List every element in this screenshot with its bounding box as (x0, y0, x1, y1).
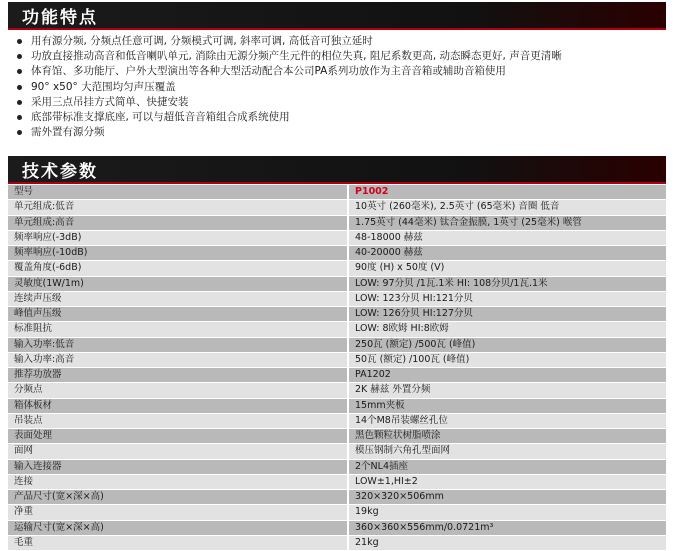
spec-label: 覆盖角度(-6dB) (8, 261, 348, 276)
spec-value: LOW±1,HI±2 (348, 474, 666, 489)
spec-row (8, 444, 666, 459)
spec-value: 19kg (348, 505, 666, 520)
spec-label: 净重 (8, 505, 348, 520)
spec-label: 输入连接器 (8, 459, 348, 474)
spec-label: 型号 (8, 185, 348, 200)
spec-value: LOW: 126分贝 HI:127分贝 (348, 307, 666, 322)
spec-value: 黑色颗粒状树脂喷涂 (348, 429, 666, 444)
spec-row (8, 246, 666, 261)
spec-label: 面网 (8, 444, 348, 459)
spec-row (8, 322, 666, 337)
spec-row (8, 261, 666, 276)
spec-label: 单元组成:低音 (8, 200, 348, 215)
spec-value: 2K 赫兹 外置分频 (348, 383, 666, 398)
spec-label: 单元组成:高音 (8, 215, 348, 230)
spec-value: LOW: 97分贝 /1瓦.1米 HI: 108分贝/1瓦.1米 (348, 276, 666, 291)
spec-row (8, 398, 666, 413)
spec-label: 频率响应(-10dB) (8, 246, 348, 261)
spec-value: LOW: 8欧姆 HI:8欧姆 (348, 322, 666, 337)
spec-label: 毛重 (8, 535, 348, 550)
spec-value: 40-20000 赫兹 (348, 246, 666, 261)
spec-label: 连续声压级 (8, 291, 348, 306)
spec-label: 产品尺寸(宽×深×高) (8, 490, 348, 505)
spec-row (8, 352, 666, 367)
spec-value: 1.75英寸 (44毫米) 钛合金振膜, 1英寸 (25毫米) 喉管 (348, 215, 666, 230)
spec-label: 连接 (8, 474, 348, 489)
spec-row (8, 276, 666, 291)
spec-row-model (8, 185, 666, 200)
spec-label: 频率响应(-3dB) (8, 230, 348, 245)
specs-table (8, 185, 666, 551)
spec-row (8, 413, 666, 428)
feature-item (14, 34, 664, 49)
spec-row (8, 337, 666, 352)
feature-text: 用有源分频, 分频点任意可调, 分频模式可调, 斜率可调, 高低音可独立延时 (31, 35, 373, 47)
spec-value: 48-18000 赫兹 (348, 230, 666, 245)
spec-value: LOW: 123分贝 HI:121分贝 (348, 291, 666, 306)
spec-value: 14个M8吊装螺丝孔位 (348, 413, 666, 428)
spec-label: 输入功率:低音 (8, 337, 348, 352)
spec-value: PA1202 (348, 368, 666, 383)
feature-text: 90° x50° 大范围均匀声压覆盖 (31, 80, 176, 93)
spec-value: 15mm夹板 (348, 398, 666, 413)
spec-label: 箱体板材 (8, 398, 348, 413)
spec-row (8, 230, 666, 245)
feature-text: 体育馆、多功能厅、户外大型演出等各种大型活动配合本公司PA系列功放作为主音音箱或辅助音箱使用 (31, 65, 506, 78)
feature-item (14, 110, 664, 125)
spec-value: 2个NL4插座 (348, 459, 666, 474)
spec-label: 吊装点 (8, 413, 348, 428)
feature-item (14, 125, 664, 140)
features-title: 功能特点 (22, 7, 98, 28)
features-list (14, 34, 664, 140)
spec-row (8, 215, 666, 230)
bullet-icon (17, 39, 22, 44)
spec-row (8, 307, 666, 322)
bullet-icon (17, 130, 22, 135)
spec-row (8, 429, 666, 444)
feature-text: 采用三点吊挂方式简单、快捷安装 (31, 95, 189, 108)
bullet-icon (17, 54, 22, 59)
spec-label: 标准阻抗 (8, 322, 348, 337)
feature-item (14, 64, 664, 79)
spec-row (8, 505, 666, 520)
spec-row (8, 291, 666, 306)
spec-label: 推荐功放器 (8, 368, 348, 383)
spec-value: 模压钢制六角孔型面网 (348, 444, 666, 459)
bullet-icon (17, 85, 22, 90)
spec-value: 10英寸 (260毫米), 2.5英寸 (65毫米) 音圈 低音 (348, 200, 666, 215)
spec-row (8, 459, 666, 474)
spec-row (8, 368, 666, 383)
spec-row (8, 474, 666, 489)
spec-row (8, 200, 666, 215)
spec-label: 运输尺寸(宽×深×高) (8, 520, 348, 535)
feature-text: 功放直接推动高音和低音喇叭单元, 消除由无源分频产生元件的相位失真, 阻尼系数更高, 动态瞬态更好, 声音更清晰 (31, 50, 562, 63)
spec-value-model: P1002 (348, 185, 666, 200)
features-section-header (8, 2, 666, 30)
spec-row (8, 383, 666, 398)
feature-item (14, 95, 664, 110)
spec-label: 输入功率:高音 (8, 352, 348, 367)
spec-row (8, 535, 666, 550)
spec-value: 320×320×506mm (348, 490, 666, 505)
spec-label: 灵敏度(1W/1m) (8, 276, 348, 291)
spec-value: 90度 (H) x 50度 (V) (348, 261, 666, 276)
spec-row (8, 490, 666, 505)
specs-section-header (8, 156, 666, 184)
bullet-icon (17, 69, 22, 74)
feature-item (14, 80, 664, 95)
bullet-icon (17, 115, 22, 120)
spec-label: 分频点 (8, 383, 348, 398)
feature-text: 需外置有源分频 (31, 126, 105, 139)
spec-value: 50瓦 (额定) /100瓦 (峰值) (348, 352, 666, 367)
spec-value: 21kg (348, 535, 666, 550)
feature-item (14, 49, 664, 64)
spec-row (8, 520, 666, 535)
specs-title: 技术参数 (22, 161, 98, 182)
feature-text: 底部带标准支撑底座, 可以与超低音音箱组合成系统使用 (31, 110, 290, 123)
spec-value: 360×360×556mm/0.0721m³ (348, 520, 666, 535)
spec-label: 表面处理 (8, 429, 348, 444)
bullet-icon (17, 100, 22, 105)
spec-value: 250瓦 (额定) /500瓦 (峰值) (348, 337, 666, 352)
spec-label: 峰值声压级 (8, 307, 348, 322)
